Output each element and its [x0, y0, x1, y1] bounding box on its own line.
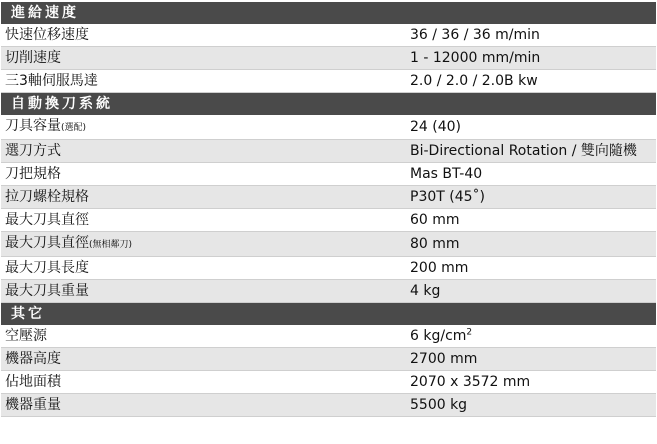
- spec-label: 刀具容量: [5, 118, 61, 134]
- spec-label: 空壓源: [1, 325, 396, 348]
- spec-value: 4 kg: [396, 280, 656, 303]
- table-row: [1, 394, 656, 417]
- spec-table: [1, 2, 656, 417]
- spec-label: 最大刀具長度: [1, 257, 396, 280]
- spec-value: 1 - 12000 mm/min: [396, 47, 656, 70]
- section-title: 進給速度: [1, 2, 656, 24]
- spec-label: 三3軸伺服馬達: [1, 70, 396, 93]
- table-row: [1, 47, 656, 70]
- spec-label: 選刀方式: [1, 140, 396, 163]
- section-header-feed: [1, 2, 656, 24]
- spec-value: 200 mm: [396, 257, 656, 280]
- spec-label: 最大刀具直徑: [1, 209, 396, 232]
- section-title: 其它: [1, 303, 656, 326]
- spec-value: Bi-Directional Rotation / 雙向隨機: [396, 140, 656, 163]
- spec-value-cell: [396, 325, 656, 348]
- table-row: [1, 140, 656, 163]
- spec-value: 24 (40): [396, 115, 656, 140]
- spec-label: 切削速度: [1, 47, 396, 70]
- table-row: [1, 209, 656, 232]
- spec-value: 2070 x 3572 mm: [396, 371, 656, 394]
- table-row: [1, 257, 656, 280]
- table-row: [1, 280, 656, 303]
- spec-note: (選配): [61, 123, 87, 133]
- table-row: [1, 325, 656, 348]
- table-row: [1, 348, 656, 371]
- spec-value: Mas BT-40: [396, 163, 656, 186]
- spec-label-cell: [1, 232, 396, 257]
- spec-label: 拉刀螺栓規格: [1, 186, 396, 209]
- table-row: [1, 371, 656, 394]
- table-row: [1, 186, 656, 209]
- spec-label: 最大刀具重量: [1, 280, 396, 303]
- spec-label: 最大刀具直徑: [5, 235, 89, 251]
- spec-value: 60 mm: [396, 209, 656, 232]
- section-header-other: [1, 303, 656, 326]
- spec-value: 2.0 / 2.0 / 2.0B kw: [396, 70, 656, 93]
- spec-label: 刀把規格: [1, 163, 396, 186]
- table-row: [1, 115, 656, 140]
- table-row: [1, 232, 656, 257]
- spec-label: 機器高度: [1, 348, 396, 371]
- table-row: [1, 70, 656, 93]
- spec-label: 快速位移速度: [1, 24, 396, 47]
- spec-label: 機器重量: [1, 394, 396, 417]
- section-header-atc: [1, 93, 656, 116]
- spec-note: (無相鄰刀): [89, 240, 133, 250]
- table-row: [1, 163, 656, 186]
- spec-label: 佔地面積: [1, 371, 396, 394]
- spec-value: P30T (45˚): [396, 186, 656, 209]
- spec-value: 2700 mm: [396, 348, 656, 371]
- spec-value: 6 kg/cm: [410, 328, 467, 344]
- table-row: [1, 24, 656, 47]
- spec-value: 36 / 36 / 36 m/min: [396, 24, 656, 47]
- spec-value-superscript: 2: [466, 327, 473, 338]
- section-title: 自動換刀系統: [1, 93, 656, 116]
- spec-value: 80 mm: [396, 232, 656, 257]
- spec-label-cell: [1, 115, 396, 140]
- spec-value: 5500 kg: [396, 394, 656, 417]
